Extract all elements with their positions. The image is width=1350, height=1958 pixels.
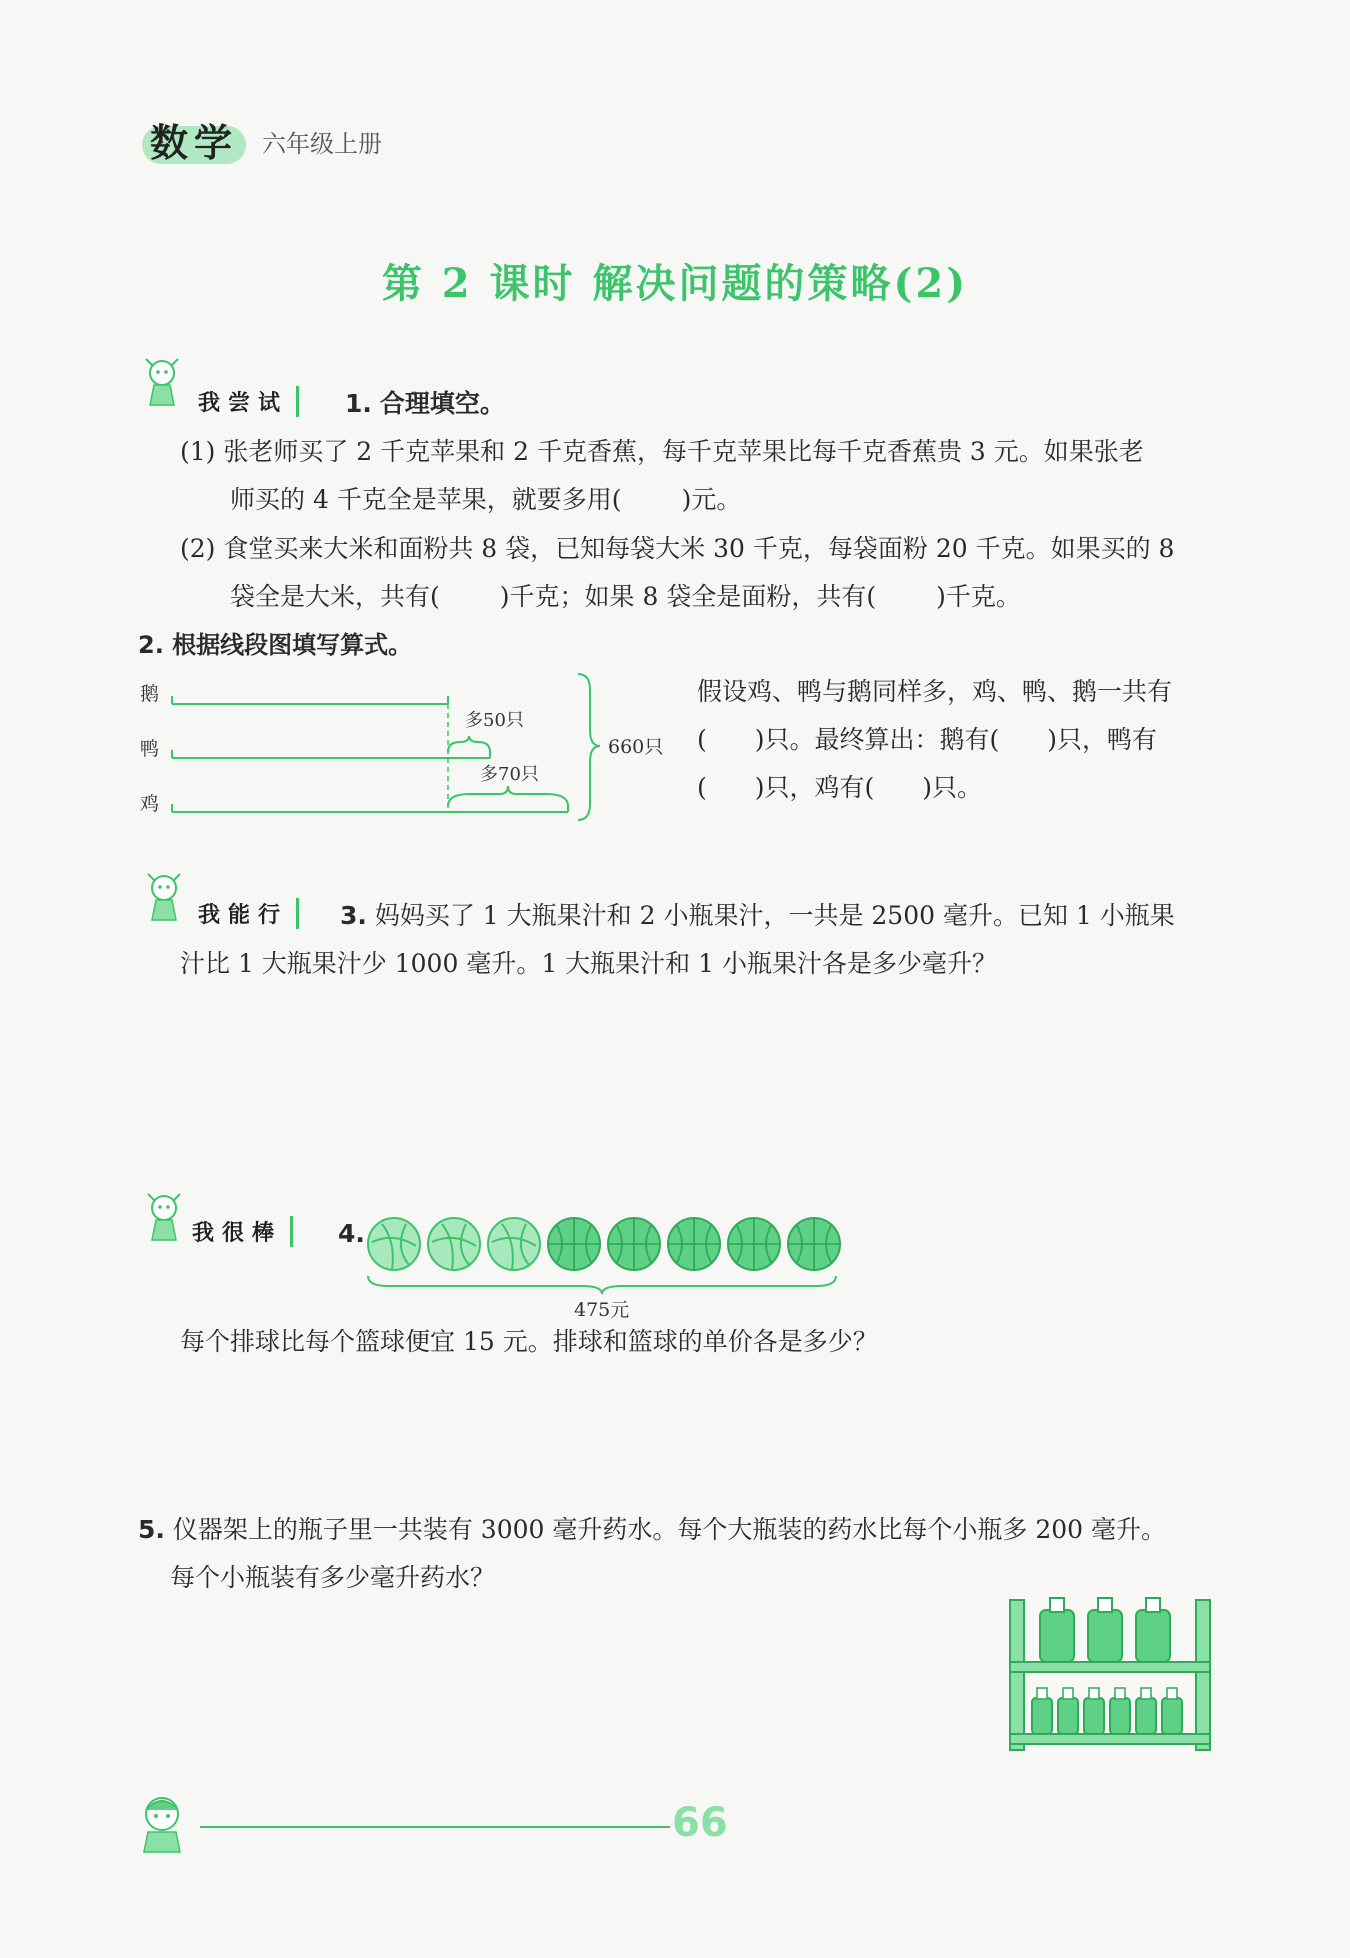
q2-text-b: )只。最终算出：鹅有( <box>754 725 1000 754</box>
mascot-boy-icon <box>132 1790 202 1860</box>
more-70-label: 多70只 <box>480 764 539 785</box>
q1-part2-text-a: 袋全是大米，共有( <box>230 582 440 611</box>
basketball-icon <box>608 1218 660 1270</box>
mascot-girl-icon <box>138 355 186 413</box>
q3-number: 3. <box>340 901 367 930</box>
label-chicken: 鸡 <box>140 793 160 815</box>
q1-number: 1. <box>345 389 372 418</box>
q1-title <box>345 380 505 428</box>
q5-number: 5. <box>138 1515 165 1544</box>
label-duck: 鸭 <box>140 738 160 760</box>
large-bottle-icon <box>1136 1598 1170 1662</box>
q2-text-c: )只。 <box>922 773 983 802</box>
q4-text: 每个排球比每个篮球便宜 15 元。排球和篮球的单价各是多少？ <box>180 1327 878 1356</box>
line-segment-diagram <box>130 670 690 825</box>
small-bottle-icon <box>1110 1688 1130 1734</box>
q1-part1-text-b: )元。 <box>681 485 742 514</box>
q2-text-c: )只，鸭有 <box>1047 725 1158 754</box>
large-bottle-icon <box>1088 1598 1122 1662</box>
page-number: 66 <box>672 1800 728 1846</box>
mascot-girl-icon <box>140 870 188 928</box>
volleyball-icon <box>368 1218 420 1270</box>
total-brace <box>368 1276 836 1294</box>
section-great-label: 我很棒 <box>192 1216 293 1247</box>
bottle-shelf-illustration <box>1000 1580 1220 1760</box>
small-bottle-icon <box>1032 1688 1052 1734</box>
subject-title: 数学 <box>150 121 239 165</box>
q2-text-b: )只，鸡有( <box>754 773 875 802</box>
section-try-label: 我尝试 <box>198 386 299 417</box>
q1-part2-line2 <box>230 573 1021 621</box>
label-goose: 鹅 <box>140 683 160 705</box>
small-bottle-icon <box>1058 1688 1078 1734</box>
basketball-icon <box>788 1218 840 1270</box>
q2-text-line3 <box>697 764 982 812</box>
q2-text-line2 <box>697 716 1157 764</box>
more-50-label: 多50只 <box>465 710 524 731</box>
q3-line1 <box>340 892 1175 940</box>
q3-line2: 汁比 1 大瓶果汁少 1000 毫升。1 大瓶果汁和 1 小瓶果汁各是多少毫升？ <box>180 949 997 978</box>
q1-heading: 合理填空。 <box>379 389 505 418</box>
total-brace <box>578 674 600 820</box>
basketball-icon <box>548 1218 600 1270</box>
mascot-girl-icon <box>140 1190 188 1248</box>
q2-paren: ( <box>697 773 707 802</box>
section-can-label: 我能行 <box>198 898 299 929</box>
q1-part2-text-b: )千克；如果 8 袋全是面粉，共有( <box>499 582 877 611</box>
small-bottle-icon <box>1162 1688 1182 1734</box>
q2-paren: ( <box>697 725 707 754</box>
q1-part1-line2 <box>230 476 741 524</box>
balls-diagram <box>362 1212 842 1322</box>
basketball-icon <box>728 1218 780 1270</box>
grade-label: 六年级上册 <box>262 130 382 158</box>
q1-part2-text-c: )千克。 <box>936 582 1021 611</box>
q5-text-1: 仪器架上的瓶子里一共装有 3000 毫升药水。每个大瓶装的药水比每个小瓶多 200 毫升。 <box>172 1515 1166 1544</box>
basketball-icon <box>668 1218 720 1270</box>
footer-line <box>200 1826 670 1828</box>
q3-text-1: 妈妈买了 1 大瓶果汁和 2 小瓶果汁，一共是 2500 毫升。已知 1 小瓶果 <box>374 901 1175 930</box>
q5-line2: 每个小瓶装有多少毫升药水？ <box>170 1563 496 1592</box>
q2-text-line1: 假设鸡、鸭与鹅同样多，鸡、鸭、鹅一共有 <box>697 677 1173 706</box>
volleyball-icon <box>488 1218 540 1270</box>
total-label: 660只 <box>608 736 664 758</box>
q1-part1-line1: (1) 张老师买了 2 千克苹果和 2 千克香蕉，每千克苹果比每千克香蕉贵 3 元。如果张老 <box>180 437 1144 466</box>
small-bottle-icon <box>1084 1688 1104 1734</box>
large-bottle-icon <box>1040 1598 1074 1662</box>
q5-line1 <box>138 1506 1166 1554</box>
volleyball-icon <box>428 1218 480 1270</box>
small-bottle-icon <box>1136 1688 1156 1734</box>
lesson-title: 第 2 课时 解决问题的策略(2) <box>381 260 969 307</box>
balls-total-label: 475元 <box>574 1299 630 1321</box>
q4-number: 4. <box>338 1219 365 1248</box>
q1-part2-line1: (2) 食堂买来大米和面粉共 8 袋，已知每袋大米 30 千克，每袋面粉 20 千克。如果买的 8 <box>180 534 1175 563</box>
q1-part1-text-a: 师买的 4 千克全是苹果，就要多用( <box>230 485 622 514</box>
q2-title: 2. 根据线段图填写算式。 <box>138 631 413 659</box>
